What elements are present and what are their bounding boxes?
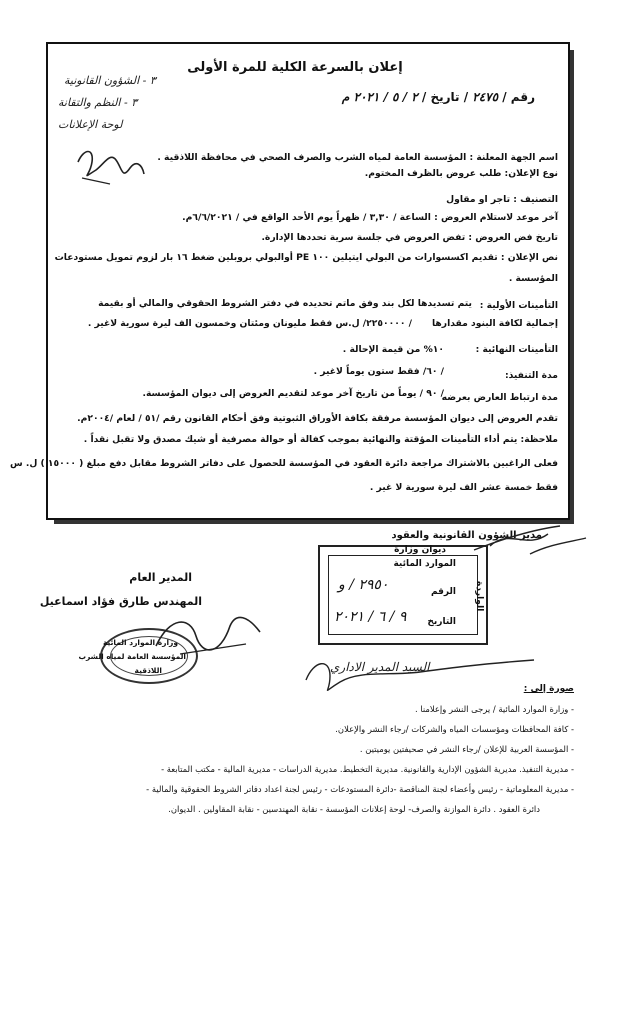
subscription-line-2: فقط خمسة عشر الف ليرة سورية لا غير .: [369, 482, 558, 493]
margin-note-1: ٣ - الشؤون القانونية: [64, 74, 156, 87]
reference-line: [175, 90, 535, 104]
ref-date-label: / تاريخ /: [421, 90, 469, 104]
deadline-line: آخر موعد لاستلام العروض : الساعة / ٣,٣٠ / ظهراً يوم الأحد الواقع في / ٦/٦/٢٠٢١م.: [182, 212, 558, 223]
announcement-title: إعلان بالسرعة الكلية للمرة الأولى: [187, 60, 403, 75]
margin-note-3: لوحة الإعلانات: [58, 118, 123, 131]
stamp-date-value: ٩ / ٦ / ٢٠٢١: [334, 609, 407, 625]
ref-date-value: ٢ / ٥ / ٢٠٢١ م: [341, 90, 418, 104]
legal-manager-title: مدير الشؤون القانونية والعقود: [391, 530, 542, 541]
stamp-sub: الموارد المائية: [393, 559, 456, 569]
submit-line: تقدم العروض إلى ديوان المؤسسة مرفقة بكافة الأوراق الثبوتية وفق أحكام القانون رقم /٥١ / لعام /٢٠٠٤م.: [77, 413, 558, 424]
margin-note-2: ٣ - النظم والتقانة: [58, 96, 138, 109]
handwritten-addressee: السيد المدير الاداري: [330, 660, 430, 674]
cc-item: - مديرية المعلوماتية - رئيس وأعضاء لجنة المناقصة -دائرة المستودعات - رئيس لجنة اعداد دفاتر الشروط الحقوقية والمالية -: [146, 784, 574, 794]
text-line-1: نص الإعلان : تقديم اكسسوارات من البولي ايتيلين ١٠٠ PE أوالبولي بروبلين ضغط ١٦ بار لزوم تمويل مستودعات: [54, 252, 558, 263]
cc-item: - كافة المحافظات ومؤسسات المياه والشركات /رجاء النشر والإعلان.: [335, 724, 574, 734]
total-label: إجمالية لكافة البنود مقدارها: [431, 318, 558, 329]
final-label: التأمينات النهائية :: [475, 344, 558, 355]
cc-item: - مديرية التنفيذ. مديرية الشؤون الإدارية والقانونية. مديرية التخطيط. مديرية الدراسات - مديرية المالية - مكتب المتابعة -: [161, 764, 574, 774]
ref-number-value: ٢٤٧٥: [472, 90, 499, 104]
note-line: ملاحظة: يتم أداء التأمينات المؤقتة والنهائية بموجب كفالة أو حوالة مصرفية أو شيك مصدق ولا تقبل نقداً .: [83, 434, 558, 445]
stamp-number-label: الرقم: [430, 587, 456, 597]
cc-item: - وزارة الموارد المائية / يرجى النشر وإعلامنا .: [415, 704, 574, 714]
general-manager-name: المهندس طارق فؤاد اسماعيل: [39, 595, 202, 608]
text-line-2: المؤسسة .: [508, 273, 558, 284]
final-value: ١٠% من قيمة الإحالة .: [342, 344, 444, 355]
stamp-date-label: التاريخ: [427, 617, 456, 627]
exec-value: / ٦٠/ فقط ستون يوماً لاغير .: [313, 366, 444, 377]
total-value: / ٢٢٥٠٠٠٠/ ل.س فقط مليونان ومئتان وخمسون الف ليرة سورية لاغير .: [87, 318, 412, 329]
exec-label: مدة التنفيذ:: [504, 370, 558, 381]
cc-item: - المؤسسة العربية للإعلان /رجاء النشر في صحيفتين يوميتين .: [359, 744, 574, 754]
cc-item: دائرة العقود . دائرة الموازنة والصرف- لوحة إعلانات المؤسسة - نقابة المهندسين - نقابة المقاولين . الديوان.: [168, 804, 540, 814]
cc-label: صورة إلى :: [523, 684, 574, 694]
stamp-header: ديوان وزارة: [394, 545, 446, 555]
prelim-label: التأمينات الأولية :: [479, 300, 558, 311]
incoming-stamp: [318, 545, 488, 645]
subscription-line-1: فعلى الراغبين بالاشتراك مراجعة دائرة العقود في المؤسسة للحصول على دفاتر الشروط مقابل دفع مبلغ ( ١٥٠٠٠ ) ل. س: [9, 458, 558, 469]
prelim-value: يتم تسديدها لكل بند وفق ماتم تحديده في دفتر الشروط الحقوقي والمالي أو بقيمة: [98, 298, 472, 309]
announcement-frame: [46, 42, 570, 520]
seal-line-2: المؤسسة العامة لمياه الشرب: [78, 652, 186, 661]
frame-shadow: [54, 50, 574, 524]
class-line: التصنيف : تاجر او مقاول: [446, 194, 558, 205]
opening-line: تاريخ فض العروض : تفض العروض في جلسة سرية تحددها الإدارة.: [261, 232, 558, 243]
margin-signature-icon: [70, 140, 150, 190]
seal-line-3: اللاذقية: [134, 666, 162, 675]
entity-line: اسم الجهة المعلنة : المؤسسة العامة لمياه الشرب والصرف الصحي في محافظة اللاذقية .: [157, 152, 558, 163]
bind-label: مدة ارتباط العارض بعرضه: [441, 392, 558, 403]
bind-value: / ٩٠ / يوماً من تاريخ آخر موعد لتقديم العروض إلى ديوان المؤسسة.: [142, 388, 444, 399]
general-manager-title: المدير العام: [129, 571, 192, 584]
type-line: نوع الإعلان: طلب عروض بالظرف المختوم.: [364, 168, 558, 179]
seal-line-1: وزارة الموارد المائية: [102, 638, 178, 647]
stamp-side: الواردة: [474, 581, 484, 612]
stamp-number-value: ٢٩٥٠ / و: [338, 577, 389, 593]
legal-signature-icon: [470, 520, 590, 560]
ref-number-label: رقم /: [502, 90, 535, 104]
general-manager-signature-icon: [150, 606, 270, 666]
